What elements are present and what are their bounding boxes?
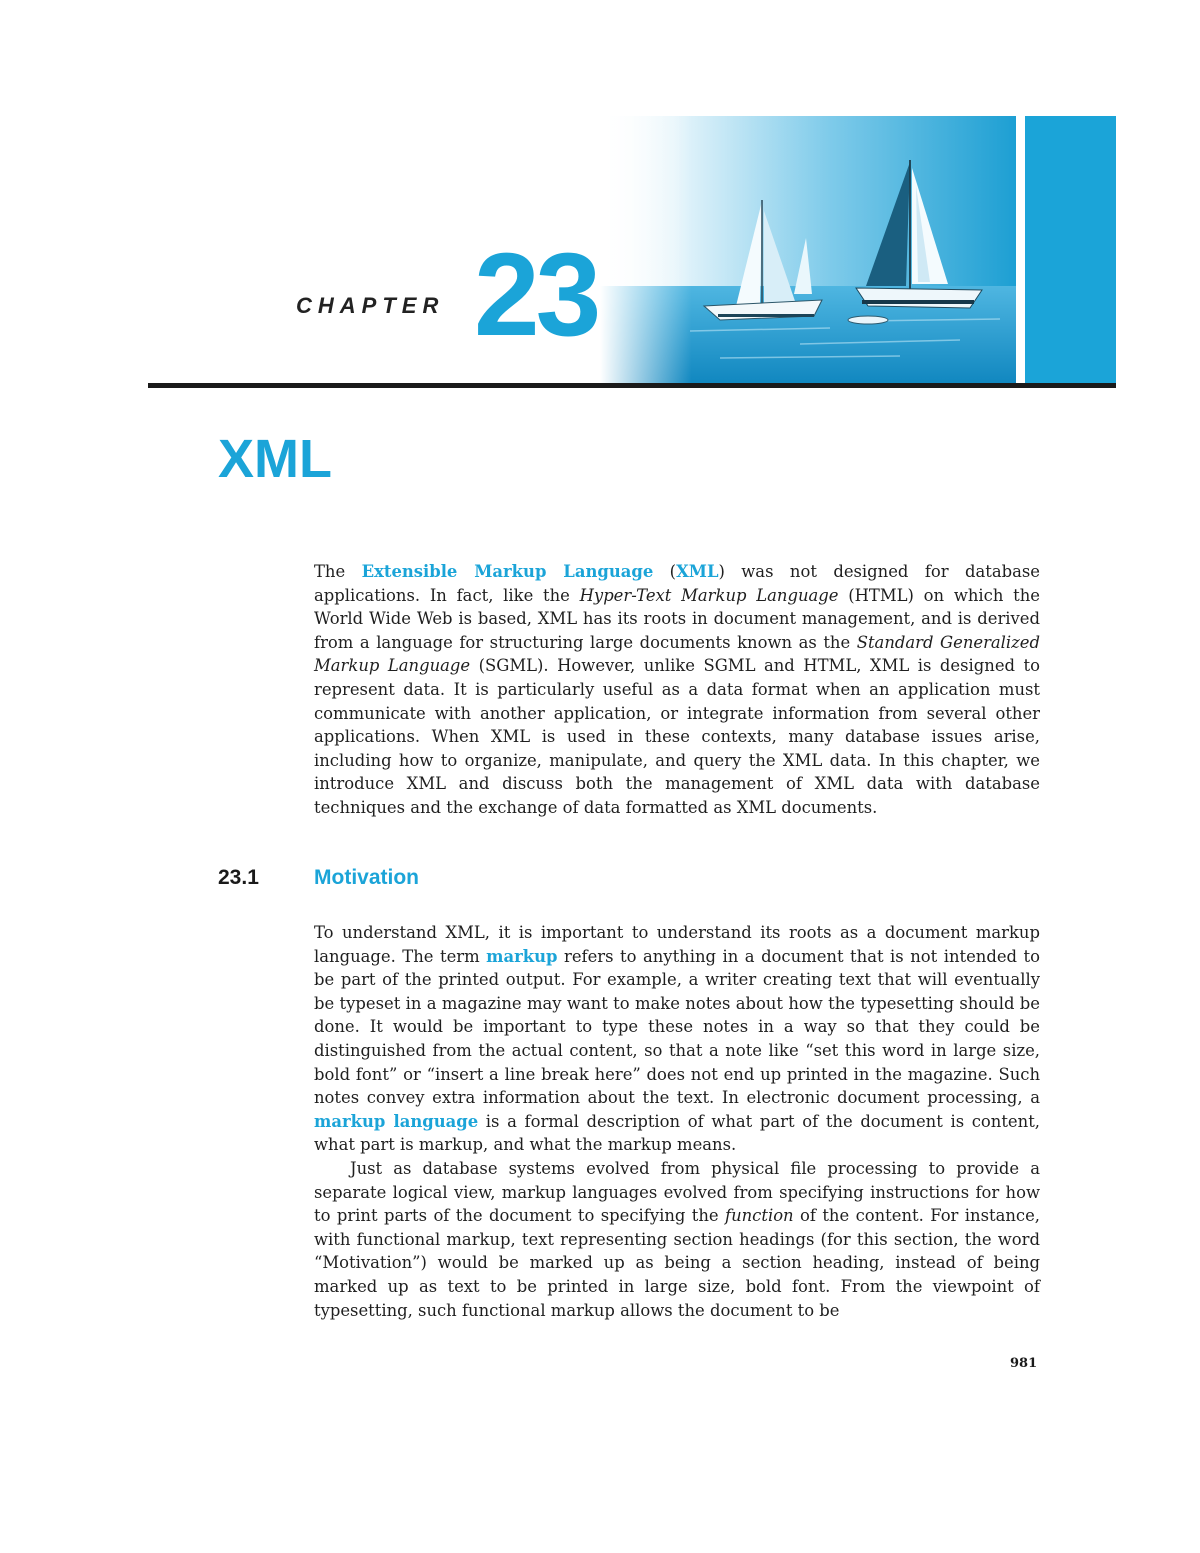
chapter-color-bar xyxy=(1025,116,1116,386)
text-run: ( xyxy=(653,562,677,581)
key-term: markup language xyxy=(314,1111,479,1131)
text-run: is a formal description of what part of the document is content, what part is markup, and what the markup means. xyxy=(314,1111,1040,1155)
chapter-title: XML xyxy=(218,429,332,489)
text-run: (SGML). However, unlike SGML and HTML, XML is designed to represent data. It is particularly useful as a data format when an application must communicate with another application, or integrate information from several other applications. When XML is used in these contexts, many database issues arise, including how to organize, manipulate, and query the XML data. In this chapter, we introduce XML and discuss both the management of XML data with database techniques and the exchange of data formatted as XML documents. xyxy=(314,656,1040,817)
text-run: Just as database systems evolved from physical file processing to provide a separate logical view, markup languages evolved from specifying instructions for how to print parts of the document to specifying the xyxy=(314,1158,1040,1226)
section-number: 23.1 xyxy=(218,866,259,889)
emphasis: Standard Generalized Markup Language xyxy=(314,632,1040,676)
text-run: To understand XML, it is important to understand its roots as a document markup language. The term xyxy=(314,923,1040,966)
body-paragraph xyxy=(314,921,1040,1157)
section-body xyxy=(314,921,1040,1322)
header-rule xyxy=(148,383,1116,388)
section-title: Motivation xyxy=(314,866,419,889)
text-run: refers to anything in a document that is not intended to be part of the printed output. For example, a writer creating text that will eventually be typeset in a magazine may want to make notes about how the typesetting should be done. It would be important to type these notes in a way so that they could be distinguished from the actual content, so that a note like “set this word in large size, bold font” or “insert a line break here” does not end up printed in the magazine. Such notes convey extra information about the text. In electronic document processing, a xyxy=(314,946,1040,1108)
emphasis: Hyper-Text Markup Language xyxy=(579,585,839,605)
sailboats-photo xyxy=(600,116,1016,386)
text-run: (HTML) on which the World Wide Web is based, XML has its roots in document management, and is derived from a language for structuring large documents known as the xyxy=(314,585,1040,652)
key-term: markup xyxy=(486,946,558,966)
text-run: ) was not designed for database applications. In fact, like the xyxy=(314,562,1040,605)
chapter-number: 23 xyxy=(474,229,598,361)
key-term-abbr: XML xyxy=(676,562,719,581)
text-run: of the content. For instance, with functional markup, text representing section headings (for this section, the word “Motivation”) would be marked up as being a section heading, instead of being marked up as text to be printed in large size, bold font. From the viewpoint of typesetting, such functional markup allows the document to be xyxy=(314,1206,1040,1320)
key-term: Extensible Markup Language xyxy=(361,562,654,581)
body-paragraph xyxy=(314,1157,1040,1322)
emphasis: function xyxy=(725,1206,794,1226)
page-number: 981 xyxy=(1010,1356,1038,1371)
chapter-label: CHAPTER xyxy=(296,293,445,318)
intro-paragraph xyxy=(314,560,1040,820)
text-run: The xyxy=(314,562,362,581)
